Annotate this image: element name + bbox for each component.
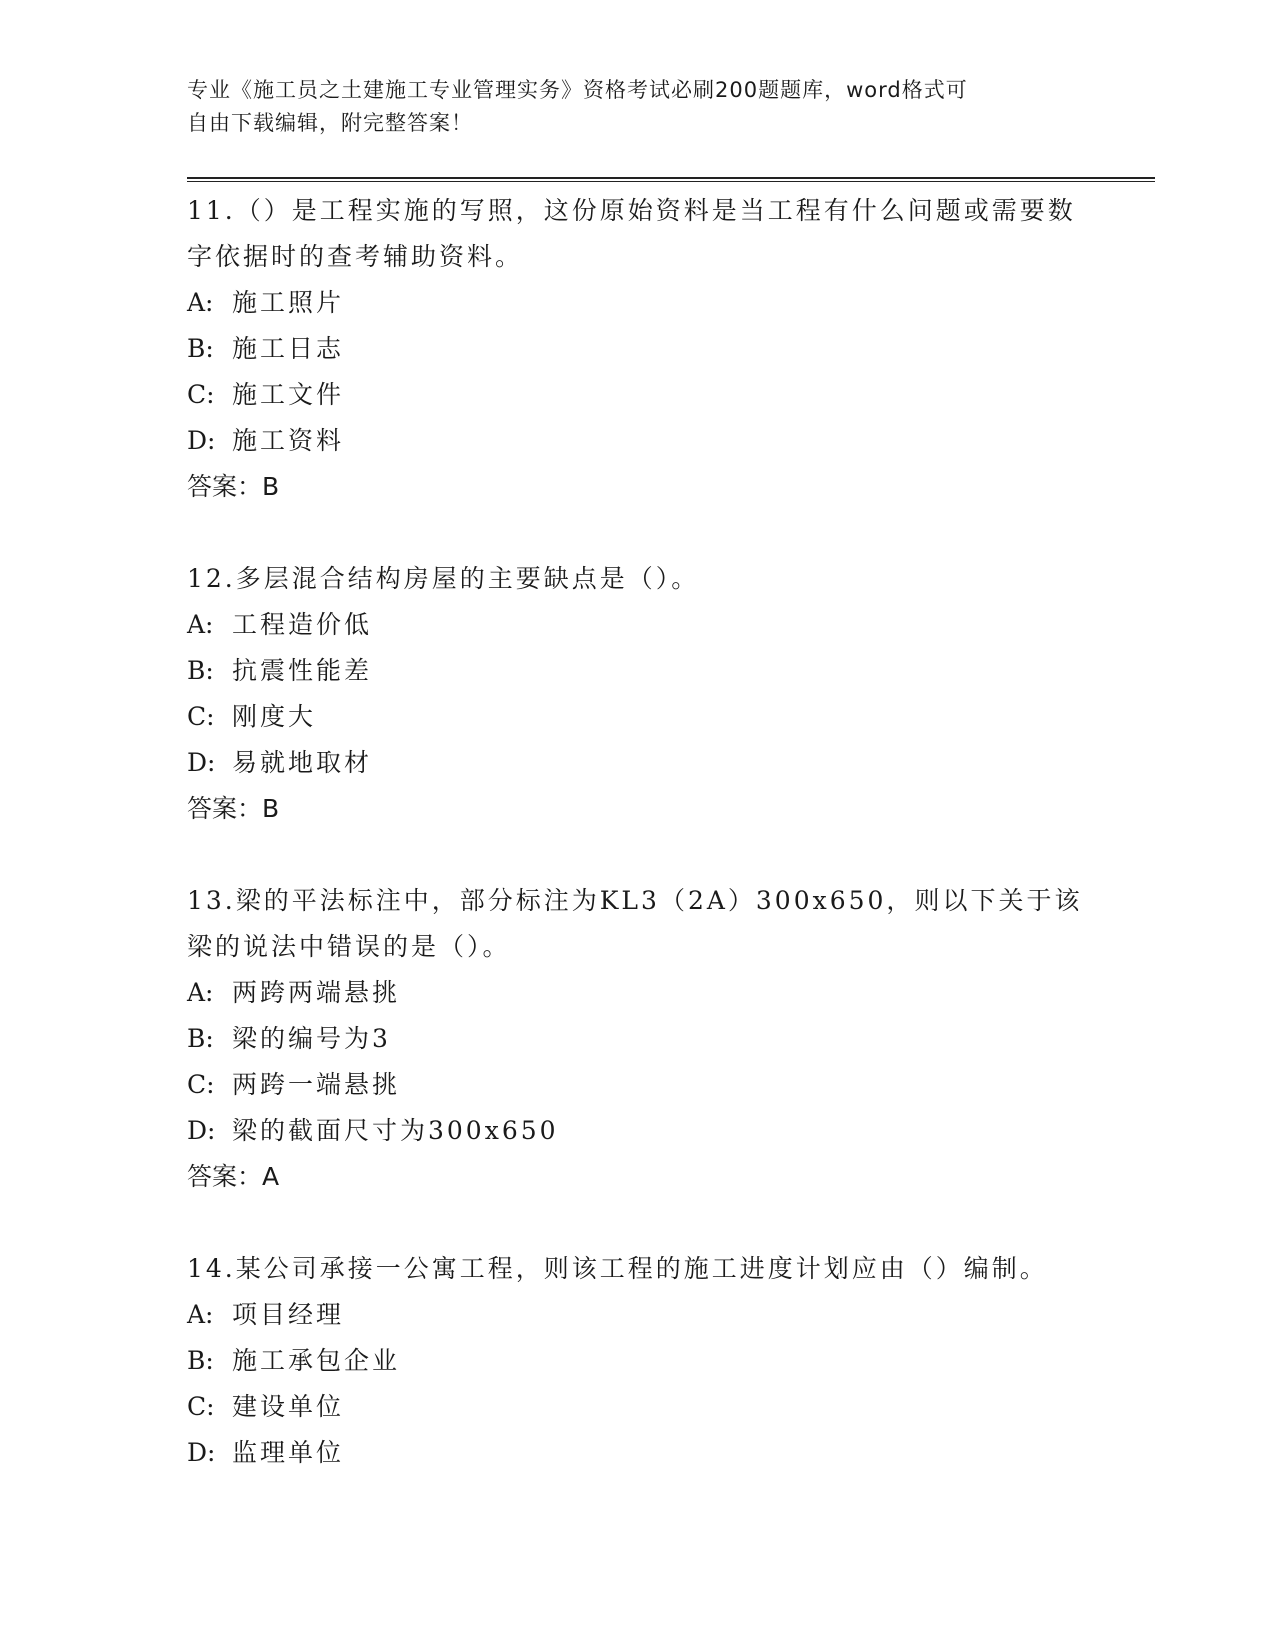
question-11	[187, 188, 1087, 510]
option-text: 监理单位	[232, 1438, 345, 1467]
option-text: 刚度大	[232, 702, 317, 731]
option-key: A:	[187, 978, 214, 1007]
question-stem: 14.某公司承接一公寓工程，则该工程的施工进度计划应由（）编制。	[187, 1254, 1048, 1283]
option-d	[187, 1108, 1087, 1154]
option-key: A:	[187, 288, 214, 317]
question-12	[187, 556, 1087, 832]
answer-line: 答案：B	[187, 794, 280, 823]
option-c	[187, 1384, 1087, 1430]
option-a	[187, 602, 1087, 648]
option-key: C:	[187, 702, 215, 731]
question-stem: 12.多层混合结构房屋的主要缺点是（）。	[187, 564, 700, 593]
option-text: 施工承包企业	[232, 1346, 401, 1375]
option-key: D:	[187, 1438, 216, 1467]
question-13	[187, 878, 1087, 1200]
option-text: 项目经理	[232, 1300, 345, 1329]
question-stem: 11.（）是工程实施的写照，这份原始资料是当工程有什么问题或需要数字依据时的查考辅助资料。	[187, 196, 1076, 271]
option-key: A:	[187, 1300, 214, 1329]
option-text: 易就地取材	[232, 748, 373, 777]
option-c	[187, 372, 1087, 418]
option-d	[187, 740, 1087, 786]
option-text: 建设单位	[232, 1392, 345, 1421]
option-b	[187, 1016, 1087, 1062]
option-text: 抗震性能差	[232, 656, 373, 685]
question-stem: 13.梁的平法标注中，部分标注为KL3（2A）300x650，则以下关于该梁的说法中错误的是（）。	[187, 886, 1083, 961]
header-line-1: 专业《施工员之土建施工专业管理实务》资格考试必刷200题题库，word格式可	[187, 78, 968, 102]
option-text: 施工文件	[232, 380, 345, 409]
option-d	[187, 418, 1087, 464]
option-text: 工程造价低	[232, 610, 373, 639]
option-a	[187, 280, 1087, 326]
option-b	[187, 648, 1087, 694]
document-header	[187, 74, 1067, 140]
answer-line: 答案：A	[187, 1162, 280, 1191]
question-list	[187, 188, 1087, 1522]
option-text: 梁的编号为3	[232, 1024, 391, 1053]
option-key: B:	[187, 1346, 214, 1375]
option-text: 两跨两端悬挑	[232, 978, 401, 1007]
option-key: B:	[187, 334, 214, 363]
option-key: C:	[187, 1392, 215, 1421]
option-a	[187, 1292, 1087, 1338]
option-b	[187, 1338, 1087, 1384]
option-text: 梁的截面尺寸为300x650	[232, 1116, 559, 1145]
option-c	[187, 1062, 1087, 1108]
option-a	[187, 970, 1087, 1016]
header-line-2: 自由下载编辑，附完整答案！	[187, 111, 473, 135]
header-divider	[187, 177, 1155, 182]
answer-line: 答案：B	[187, 472, 280, 501]
option-key: A:	[187, 610, 214, 639]
option-key: D:	[187, 1116, 216, 1145]
option-b	[187, 326, 1087, 372]
option-key: C:	[187, 1070, 215, 1099]
option-text: 施工日志	[232, 334, 345, 363]
option-key: D:	[187, 426, 216, 455]
option-text: 施工照片	[232, 288, 345, 317]
question-14	[187, 1246, 1087, 1476]
option-key: D:	[187, 748, 216, 777]
option-text: 两跨一端悬挑	[232, 1070, 401, 1099]
option-key: B:	[187, 656, 214, 685]
option-key: C:	[187, 380, 215, 409]
option-c	[187, 694, 1087, 740]
option-text: 施工资料	[232, 426, 345, 455]
option-d	[187, 1430, 1087, 1476]
option-key: B:	[187, 1024, 214, 1053]
